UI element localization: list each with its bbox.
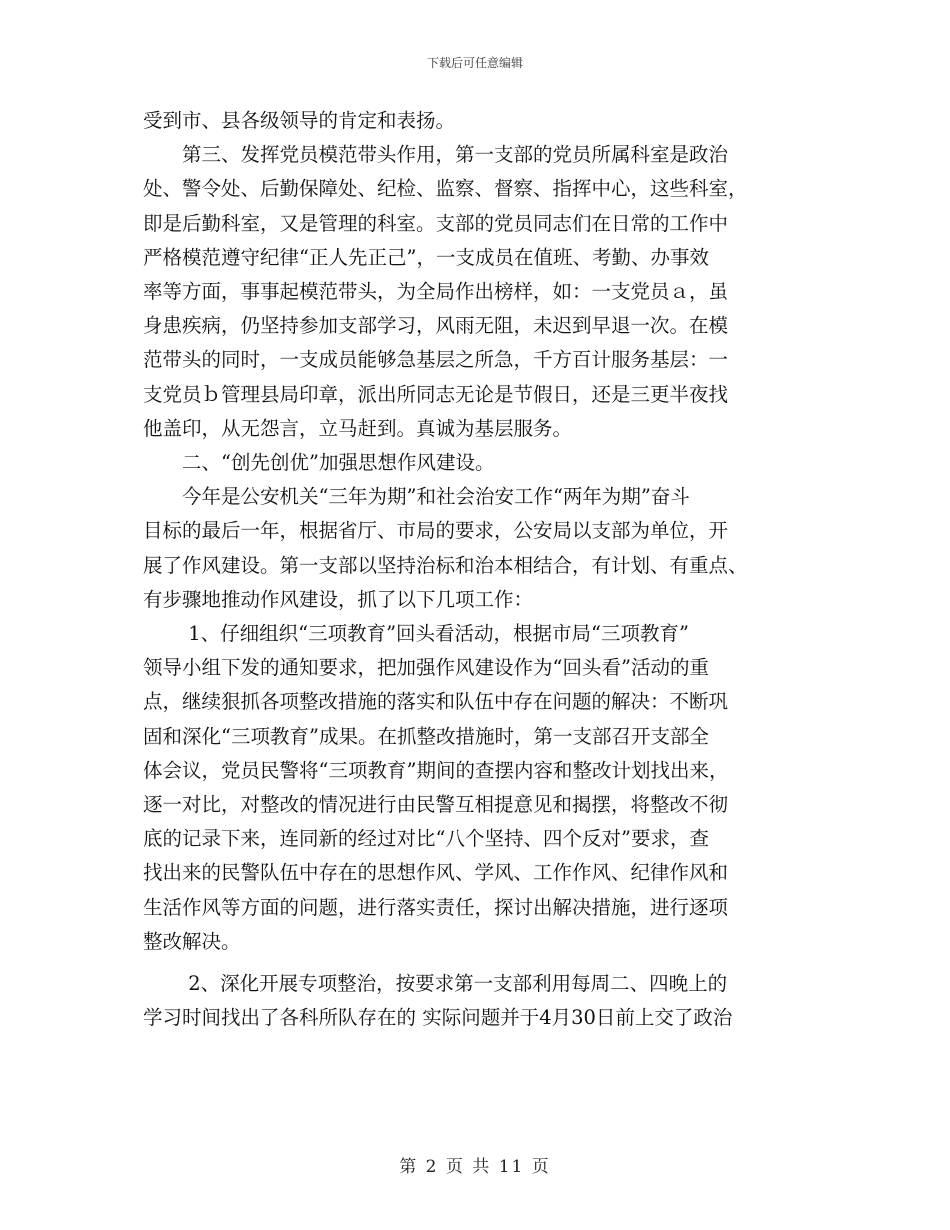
text-line: 体会议，党员民警将“三项教育”期间的查摆内容和整改计划找出来， bbox=[143, 758, 729, 782]
text-line: 身患疾病，仍坚持参加支部学习，风雨无阻，未迟到早退一次。在模 bbox=[143, 314, 729, 338]
page-footer: 第 2 页 共 11 页 bbox=[399, 1157, 551, 1177]
text-line: 底的记录下来，连同新的经过对比“八个坚持、四个反对”要求，查 bbox=[143, 827, 709, 851]
text-line: 范带头的同时，一支成员能够急基层之所急，千方百计服务基层：一 bbox=[143, 348, 729, 372]
text-line: 展了作风建设。第一支部以坚持治标和治本相结合，有计划、有重点、 bbox=[143, 553, 748, 577]
text-line: 逐一对比，对整改的情况进行由民警互相提意见和揭摆，将整改不彻 bbox=[143, 793, 729, 817]
text-line: 点，继续狠抓各项整改措施的落实和队伍中存在问题的解决：不断巩 bbox=[143, 690, 729, 714]
page-header: 下载后可任意编辑 bbox=[426, 56, 523, 70]
text-line: 支党员ｂ管理县局印章，派出所同志无论是节假日，还是三更半夜找 bbox=[143, 382, 729, 406]
text-line: 目标的最后一年，根据省厅、市局的要求，公安局以支部为单位，开 bbox=[143, 519, 729, 543]
text-line: 找出来的民警队伍中存在的思想作风、学风、工作作风、纪律作风和 bbox=[143, 861, 729, 885]
text-line: 受到市、县各级领导的肯定和表扬。 bbox=[143, 109, 456, 132]
text-line: 有步骤地推动作风建设，抓了以下几项工作： bbox=[143, 587, 534, 611]
text-line: 1、仔细组织“三项教育”回头看活动，根据市局“三项教育” bbox=[143, 622, 689, 646]
text-line: 今年是公安机关“三年为期”和社会治安工作“两年为期”奋斗 bbox=[143, 485, 690, 509]
text-line: 二、“创先创优”加强思想作风建设。 bbox=[143, 451, 495, 475]
text-line: 2、深化开展专项整治，按要求第一支部利用每周二、四晚上的 bbox=[143, 972, 728, 996]
text-line: 领导小组下发的通知要求，把加强作风建设作为“回头看”活动的重 bbox=[143, 656, 709, 680]
text-line: 即是后勤科室，又是管理的科室。支部的党员同志们在日常的工作中 bbox=[143, 211, 729, 235]
document-body bbox=[143, 104, 811, 1035]
text-line: 固和深化“三项教育”成果。在抓整改措施时，第一支部召开支部全 bbox=[143, 724, 709, 748]
text-line: 整改解决。 bbox=[143, 929, 241, 953]
text-line: 生活作风等方面的问题，进行落实责任，探讨出解决措施，进行逐项 bbox=[143, 895, 729, 919]
text-line: 处、警令处、后勤保障处、纪检、监察、督察、指挥中心，这些科室， bbox=[143, 177, 748, 201]
text-line: 他盖印，从无怨言，立马赶到。真诚为基层服务。 bbox=[143, 416, 573, 440]
text-line: 第三、发挥党员模范带头作用，第一支部的党员所属科室是政治 bbox=[143, 143, 729, 167]
text-line: 学习时间找出了各科所队存在的 实际问题并于4月30日前上交了政治 bbox=[143, 1006, 733, 1030]
text-line: 严格模范遵守纪律“正人先正己”，一支成员在值班、考勤、办事效 bbox=[143, 245, 709, 269]
text-line: 率等方面，事事起模范带头，为全局作出榜样，如：一支党员ａ，虽 bbox=[143, 280, 729, 304]
